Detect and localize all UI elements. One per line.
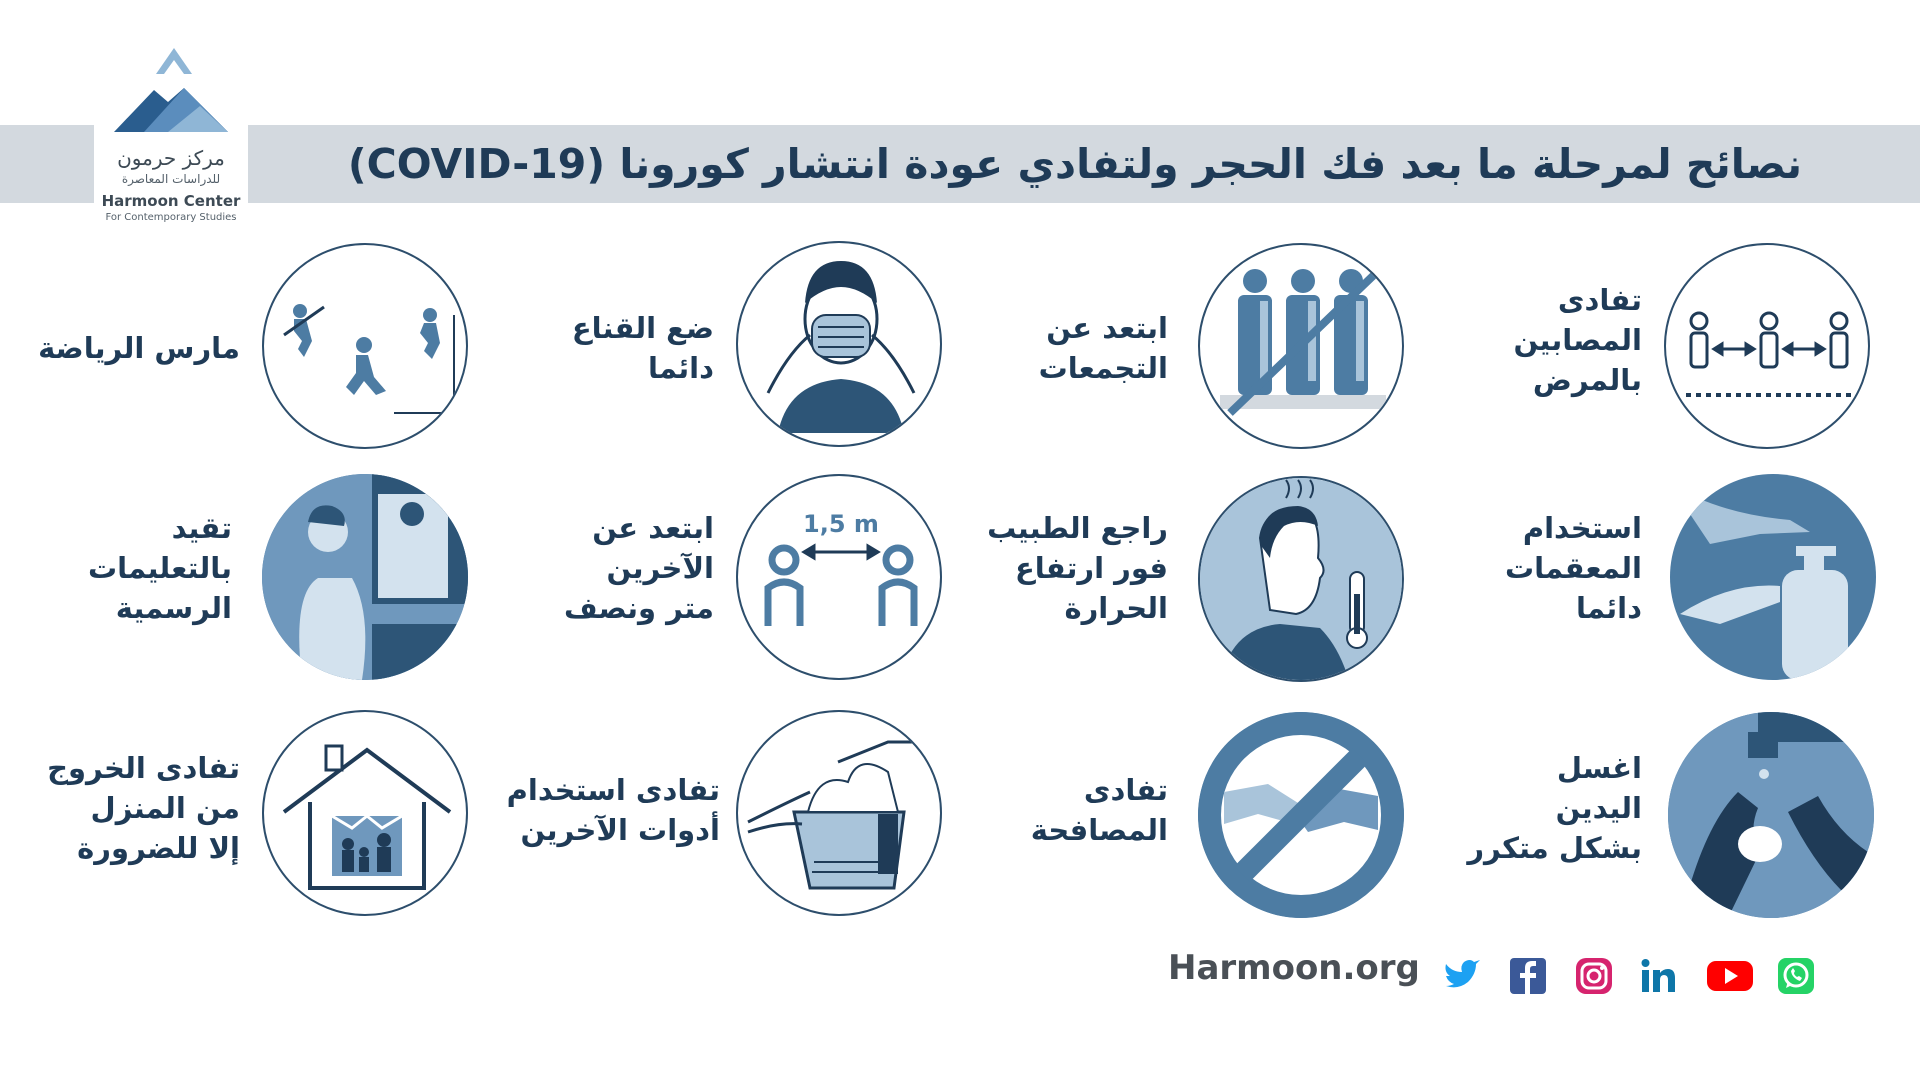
mountain-logo-icon xyxy=(104,44,238,144)
logo-arabic-name: مركز حرمون xyxy=(117,146,225,170)
tip-wear-mask-circle xyxy=(736,241,942,447)
tip-wear-mask-label: ضع القناع دائما xyxy=(571,311,714,385)
instagram-icon[interactable] xyxy=(1574,956,1614,996)
facebook-icon[interactable] xyxy=(1508,956,1548,996)
sports-icon xyxy=(264,245,468,449)
tip-instructions-circle xyxy=(262,474,468,680)
people-distance-icon xyxy=(1666,245,1870,449)
crowd-crossed-icon xyxy=(1200,245,1404,449)
twitter-icon[interactable] xyxy=(1442,956,1482,996)
page-title: نصائح لمرحلة ما بعد فك الحجر ولتفادي عودة انتشار كورونا (COVID-19) xyxy=(347,140,1802,188)
tip-distance-others-circle xyxy=(736,474,942,680)
handshake-prohibited-icon xyxy=(1198,712,1404,918)
tip-wash-hands-circle xyxy=(1668,712,1874,918)
youtube-icon[interactable] xyxy=(1706,956,1746,996)
logo-english-subtitle: For Contemporary Studies xyxy=(105,212,237,223)
tip-distance-others-label: ابتعد عن الآخرين متر ونصف xyxy=(564,511,714,625)
tip-no-handshake-label: تفادى المصافحة xyxy=(1030,773,1168,847)
tip-avoid-gatherings-circle xyxy=(1198,243,1404,449)
whatsapp-icon[interactable] xyxy=(1776,956,1816,996)
tip-distance-sick-label: تفادى المصابين بالمرض xyxy=(1513,283,1642,397)
family-home-icon xyxy=(264,712,468,916)
hand-washing-icon xyxy=(1668,712,1874,918)
tip-stay-home-circle xyxy=(262,710,468,916)
tip-exercise-label: مارس الرياضة xyxy=(38,331,240,365)
tip-stay-home-label: تفادى الخروج من المنزل إلا للضرورة xyxy=(47,751,240,865)
distance-text: 1,5 m xyxy=(803,510,879,538)
website-link[interactable]: Harmoon.org xyxy=(1168,948,1420,988)
tip-others-tools-circle xyxy=(736,710,942,916)
linkedin-icon[interactable] xyxy=(1638,956,1678,996)
tip-instructions-label: تقيد بالتعليمات الرسمية xyxy=(87,511,232,625)
logo-english-name: Harmoon Center xyxy=(101,192,241,210)
tip-distance-sick-circle xyxy=(1664,243,1870,449)
tip-wash-hands-label: اغسل اليدين بشكل متكرر xyxy=(1467,751,1642,865)
face-mask-icon xyxy=(738,243,942,447)
tip-fever-label: راجع الطبيب فور ارتفاع الحرارة xyxy=(987,511,1168,625)
tip-others-tools-label: تفادى استخدام أدوات الآخرين xyxy=(506,773,720,847)
harmoon-logo xyxy=(94,40,248,230)
hand-sanitizer-icon xyxy=(1670,474,1876,680)
tip-exercise-circle xyxy=(262,243,468,449)
distance-1-5m-icon xyxy=(738,476,942,680)
logo-arabic-subtitle: للدراسات المعاصرة xyxy=(121,172,221,186)
tip-sanitizer-label: استخدام المعقمات دائما xyxy=(1505,511,1642,625)
doctor-call-icon xyxy=(262,474,468,680)
fever-thermometer-icon xyxy=(1200,478,1404,682)
tip-sanitizer-circle xyxy=(1670,474,1876,680)
shopping-bag-icon xyxy=(738,712,942,916)
tip-no-handshake-circle xyxy=(1198,712,1404,918)
tip-fever-circle xyxy=(1198,476,1404,682)
tip-avoid-gatherings-label: ابتعد عن التجمعات xyxy=(1038,311,1168,385)
